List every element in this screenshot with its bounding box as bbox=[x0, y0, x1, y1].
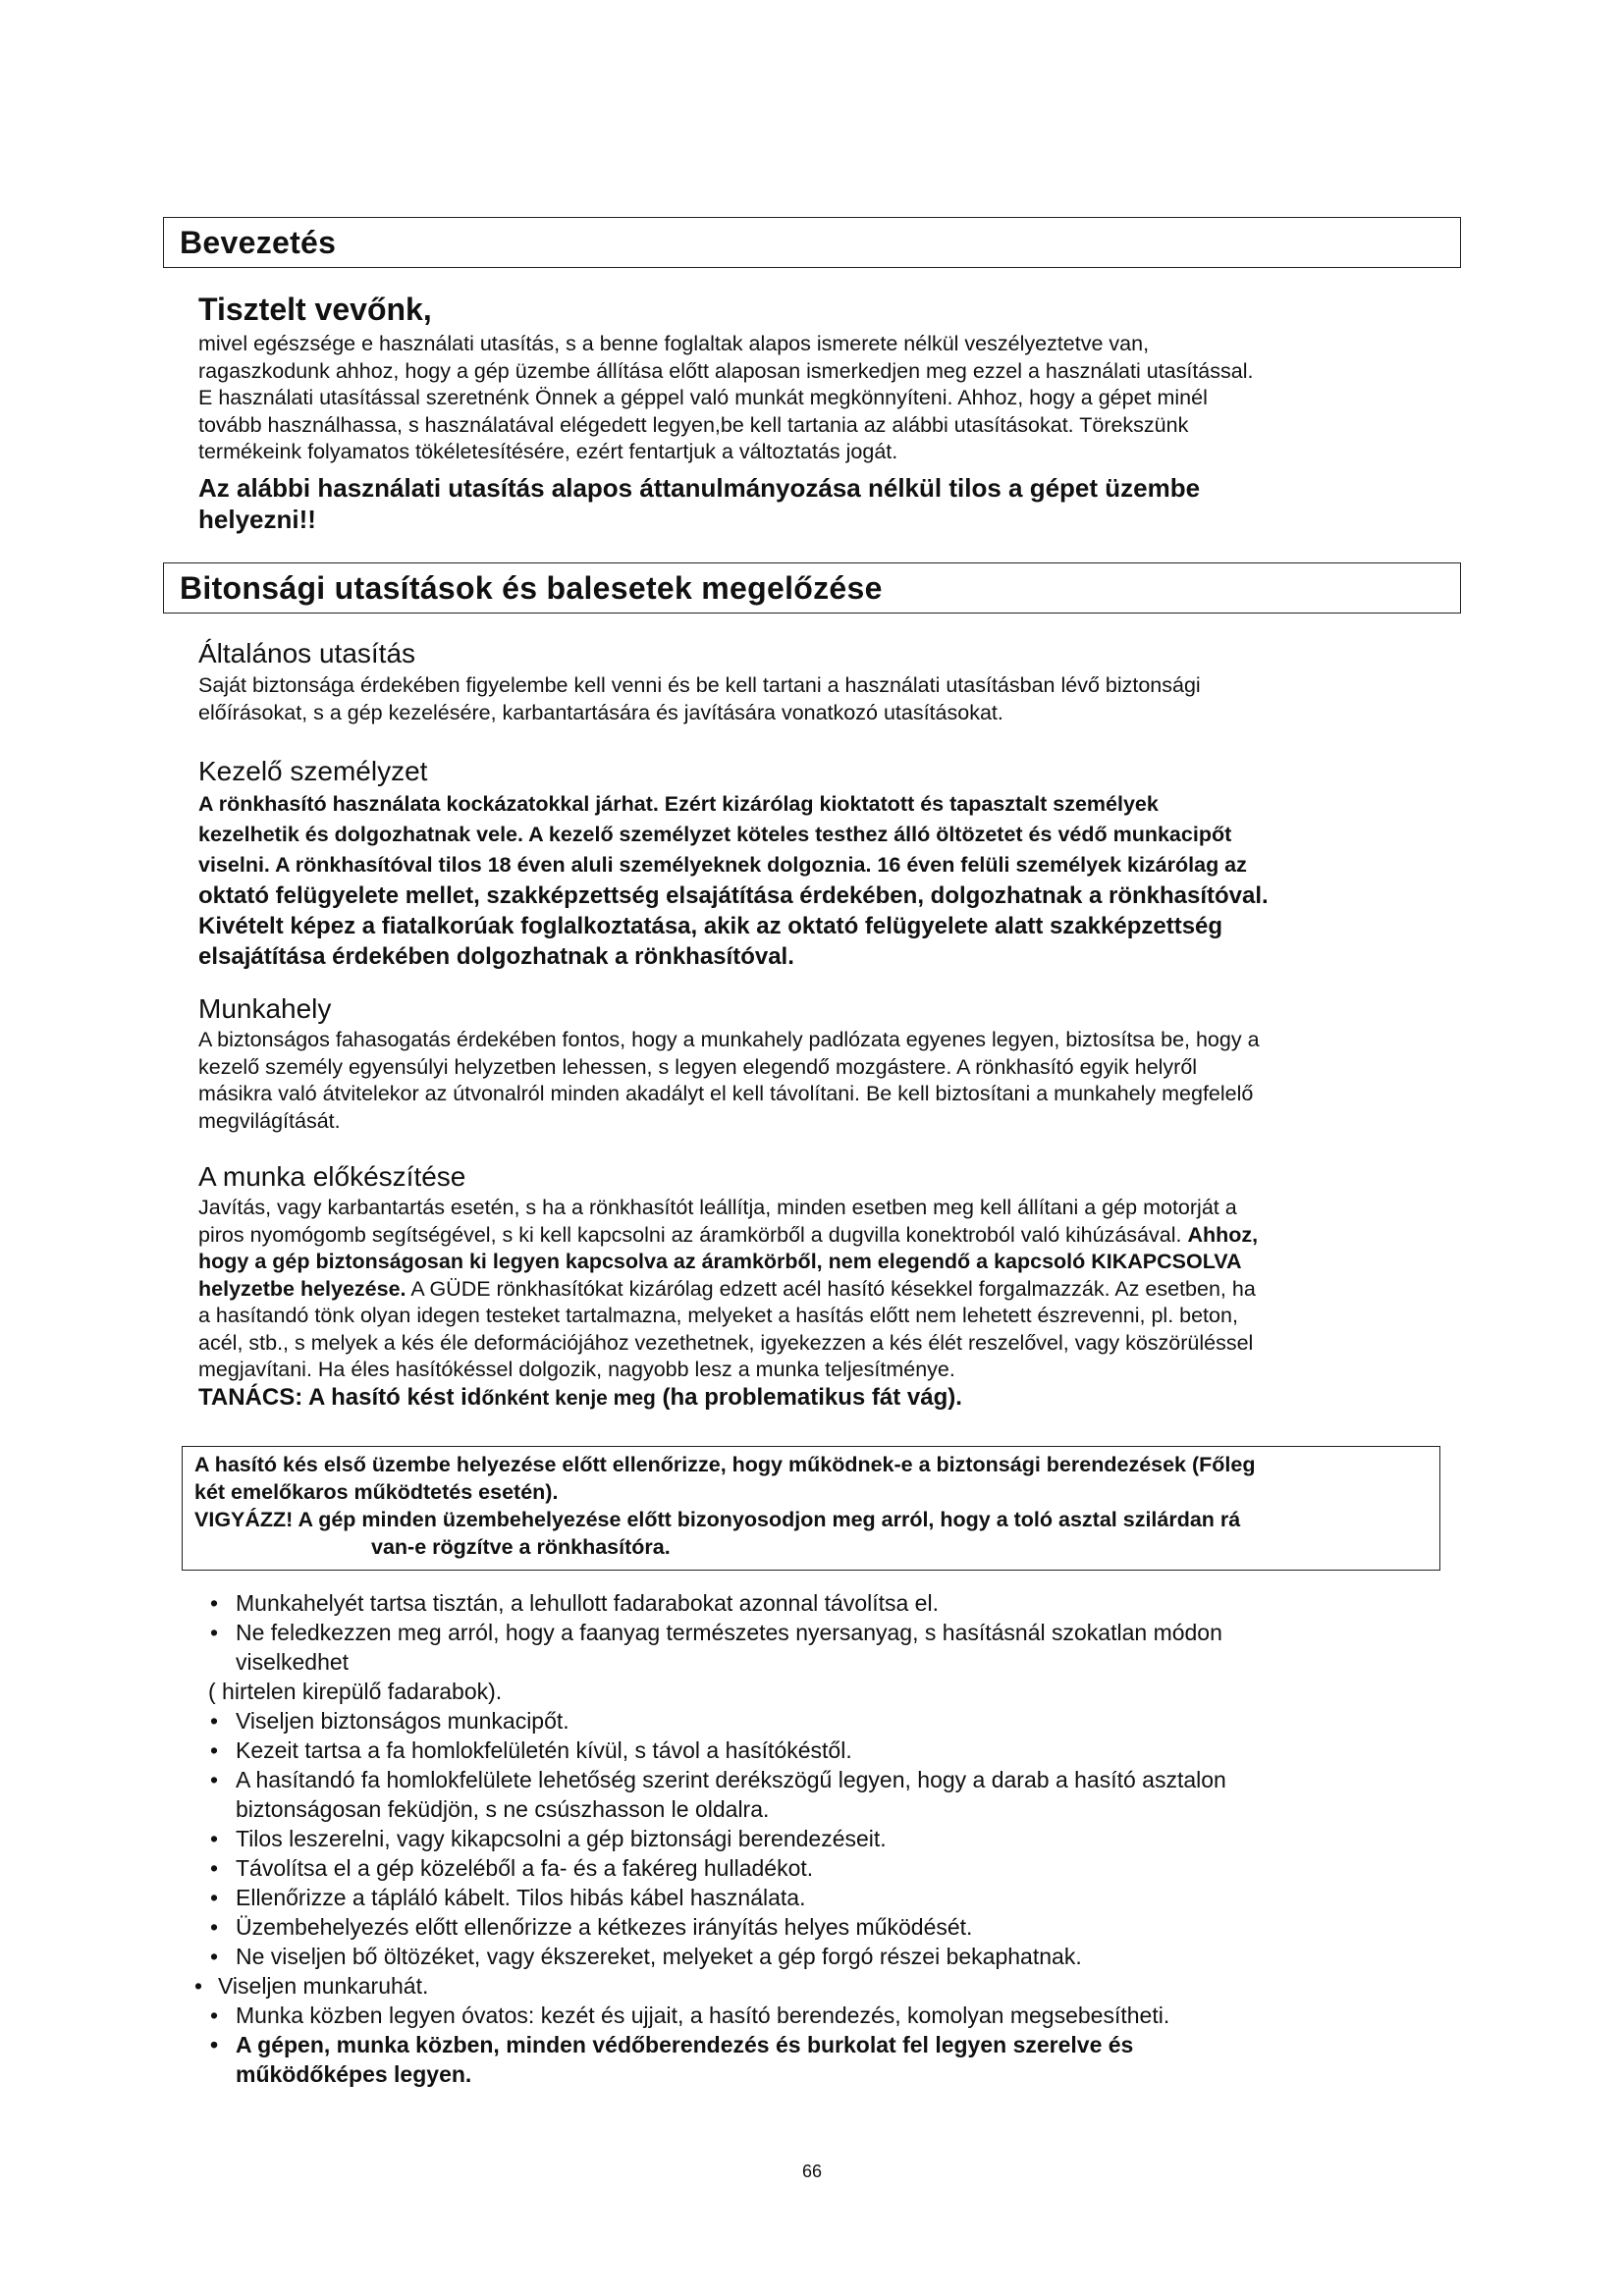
text-line: tovább használhassa, s használatával elégedett legyen,be kell tartania az alábbi utasításokat. Törekszünk bbox=[198, 412, 1189, 437]
text-line: Kivételt képez a fiatalkorúak foglalkoztatása, akik az oktató felügyelete alatt szakképzettség bbox=[198, 913, 1223, 939]
text-line: hogy a gép biztonságosan ki legyen kapcsolva az áramkörből, nem elegendő a kapcsoló KIKAPCSOLVA bbox=[198, 1250, 1242, 1273]
list-item-text: Viseljen biztonságos munkacipőt. bbox=[236, 1708, 569, 1734]
bullet-icon: • bbox=[210, 1826, 219, 1851]
list-item-text: Tilos leszerelni, vagy kikapcsolni a gép biztonsági berendezéseit. bbox=[236, 1826, 887, 1851]
general-paragraph bbox=[198, 672, 1445, 726]
section-header-safety bbox=[163, 562, 1461, 614]
text-line: a hasítandó tönk olyan idegen testeket tartalmazna, melyeket a hasítás előtt nem lehetett észrevenni, pl. beton, bbox=[198, 1304, 1238, 1327]
list-item bbox=[208, 1912, 1445, 1942]
text-span-bold: TANÁCS: A hasító kést id bbox=[198, 1383, 482, 1411]
intro-paragraph bbox=[198, 331, 1445, 466]
list-item bbox=[208, 2030, 1445, 2089]
list-item-text: Ne feledkezzen meg arról, hogy a faanyag természetes nyersanyag, s hasításnál szokatlan módon bbox=[236, 1620, 1222, 1645]
subsection-title-general: Általános utasítás bbox=[198, 638, 416, 668]
bullet-icon: • bbox=[210, 1737, 219, 1763]
section-title: Bitonsági utasítások és balesetek megelőzése bbox=[180, 569, 883, 606]
list-item-text: Üzembehelyezés előtt ellenőrizze a kétkezes irányítás helyes működését. bbox=[236, 1914, 973, 1940]
text-line: előírásokat, s a gép kezelésére, karbantartására és javítására vonatkozó utasításokat. bbox=[198, 700, 1003, 724]
list-item-text: Ellenőrizze a tápláló kábelt. Tilos hibás kábel használata. bbox=[236, 1885, 806, 1910]
list-item-text: A gépen, munka közben, minden védőberendezés és burkolat fel legyen szerelve és bbox=[236, 2032, 1134, 2057]
subsection-title-prep: A munka előkészítése bbox=[198, 1161, 466, 1192]
list-item bbox=[208, 1618, 1445, 1677]
list-item-text: Kezeit tartsa a fa homlokfelületén kívül, s távol a hasítókéstől. bbox=[236, 1737, 852, 1763]
bullet-icon: • bbox=[210, 1620, 219, 1645]
warning-box bbox=[182, 1446, 1440, 1571]
text-line: mivel egészsége e használati utasítás, s a benne foglaltak alapos ismerete nélkül veszélyeztetve van, bbox=[198, 332, 1150, 355]
list-item-text: A hasítandó fa homlokfelülete lehetőség szerint derékszögű legyen, hogy a darab a hasító asztalon bbox=[236, 1767, 1226, 1792]
text-line: acél, stb., s melyek a kés éle deformációjához vezethetnek, igyekezzen a kés élét reszelővel, vagy köszörüléssel bbox=[198, 1330, 1254, 1355]
operator-paragraph bbox=[198, 789, 1445, 972]
text-span: piros nyomógomb segítségével, s ki kell kapcsolni az áramkörből a dugvilla konektroból való kihúzásával. bbox=[198, 1222, 1188, 1247]
text-line: kezelhetik és dolgozhatnak vele. A kezelő személyzet köteles testhez álló öltözetet és védő munkacipőt bbox=[198, 823, 1232, 846]
text-span-bold: helyzetbe helyezése. bbox=[198, 1276, 406, 1301]
text-span-bold: Ahhoz, bbox=[1187, 1222, 1259, 1247]
list-item-text: biztonságosan feküdjön, s ne csúszhasson le oldalra. bbox=[236, 1796, 770, 1822]
text-span-bold: (ha problematikus fát vág). bbox=[655, 1383, 962, 1411]
prep-paragraph bbox=[198, 1195, 1445, 1412]
text-span-bold: őnként kenje meg bbox=[481, 1386, 656, 1410]
list-item-text: Munkahelyét tartsa tisztán, a lehullott fadarabokat azonnal távolítsa el. bbox=[236, 1590, 939, 1616]
bullet-icon: • bbox=[210, 1855, 219, 1881]
text-line: A rönkhasító használata kockázatokkal járhat. Ezért kizárólag kioktatott és tapasztalt személyek bbox=[198, 792, 1159, 816]
workplace-paragraph bbox=[198, 1027, 1445, 1135]
list-item-text: Ne viseljen bő öltözéket, vagy ékszereket, melyeket a gép forgó részei bekaphatnak. bbox=[236, 1944, 1082, 1969]
text-line: termékeink folyamatos tökéletesítésére, ezért fentartjuk a változtatás jogát. bbox=[198, 440, 898, 463]
list-item-text: működőképes legyen. bbox=[236, 2061, 472, 2087]
intro-warning bbox=[198, 472, 1445, 535]
warning-line: A hasító kés első üzembe helyezése előtt ellenőrizze, hogy működnek-e a biztonsági berendezések (Főleg bbox=[194, 1453, 1256, 1476]
text-line: ragaszkodunk ahhoz, hogy a gép üzembe állítása előtt alaposan ismerkedjen meg ezzel a használati utasítással. bbox=[198, 358, 1254, 383]
text-line: kezelő személy egyensúlyi helyzetben lehessen, s legyen elegendő mozgástere. A rönkhasító egyik helyről bbox=[198, 1054, 1198, 1079]
text-line: megjavítani. Ha éles hasítókéssel dolgozik, nagyobb lesz a munka teljesítménye. bbox=[198, 1358, 955, 1381]
text-line: oktató felügyelete mellet, szakképzettség elsajátítása érdekében, dolgozhatnak a rönkhasítóval. bbox=[198, 882, 1269, 909]
text-line: viselni. A rönkhasítóval tilos 18 éven aluli személyeknek dolgoznia. 16 éven felüli személyek kizárólag az bbox=[198, 853, 1247, 877]
list-item bbox=[208, 1883, 1445, 1912]
bullet-icon: • bbox=[210, 1767, 219, 1792]
text-line: E használati utasítással szeretnénk Önnek a géppel való munkát megkönnyíteni. Ahhoz, hogy a gépet minél bbox=[198, 386, 1208, 409]
list-item bbox=[208, 1942, 1445, 1971]
safety-bullet-list bbox=[194, 1588, 1445, 2089]
list-item-text: ( hirtelen kirepülő fadarabok). bbox=[208, 1679, 503, 1704]
tip-line bbox=[198, 1384, 1445, 1413]
bullet-icon: • bbox=[210, 2032, 219, 2057]
bullet-icon: • bbox=[210, 1944, 219, 1969]
text-line: elsajátítása érdekében dolgozhatnak a rönkhasítóval. bbox=[198, 943, 794, 970]
text-line bbox=[198, 1222, 1445, 1250]
text-span: A GÜDE rönkhasítókat kizárólag edzett acél hasító késekkel forgalmazzák. Az esetben, ha bbox=[406, 1276, 1256, 1301]
list-item bbox=[208, 1765, 1445, 1824]
list-item bbox=[208, 1853, 1445, 1883]
section-header-intro bbox=[163, 217, 1461, 268]
text-line: Az alábbi használati utasítás alapos áttanulmányozása nélkül tilos a gépet üzembe bbox=[198, 473, 1201, 503]
list-item bbox=[208, 1824, 1445, 1853]
subsection-title-workplace: Munkahely bbox=[198, 993, 332, 1024]
list-item-text: viselkedhet bbox=[236, 1649, 350, 1675]
text-line: Saját biztonsága érdekében figyelembe kell venni és be kell tartani a használati utasításban lévő biztonsági bbox=[198, 673, 1201, 697]
text-line: megvilágítását. bbox=[198, 1108, 341, 1133]
list-item bbox=[194, 1971, 1445, 2001]
text-line: helyezni!! bbox=[198, 505, 316, 534]
list-item bbox=[208, 1706, 1445, 1735]
list-item-text: Távolítsa el a gép közeléből a fa- és a fakéreg hulladékot. bbox=[236, 1855, 814, 1881]
subsection-title-operator: Kezelő személyzet bbox=[198, 756, 428, 786]
list-item bbox=[208, 1588, 1445, 1618]
list-item-text: Viseljen munkaruhát. bbox=[218, 1973, 429, 1999]
text-line: A biztonságos fahasogatás érdekében fontos, hogy a munkahely padlózata egyenes legyen, biztosítsa be, hogy a bbox=[198, 1028, 1260, 1051]
greeting-heading: Tisztelt vevőnk, bbox=[198, 292, 432, 327]
bullet-icon: • bbox=[194, 1973, 203, 1999]
list-item-continuation bbox=[208, 1677, 1445, 1706]
text-line bbox=[198, 1276, 1445, 1304]
bullet-icon: • bbox=[210, 1914, 219, 1940]
warning-line: van-e rögzítve a rönkhasítóra. bbox=[371, 1535, 671, 1559]
warning-line: VIGYÁZZ! A gép minden üzembehelyezése előtt bizonyosodjon meg arról, hogy a toló asztal szilárdan rá bbox=[194, 1508, 1241, 1531]
bullet-icon: • bbox=[210, 1885, 219, 1910]
bullet-icon: • bbox=[210, 2002, 219, 2028]
list-item-text: Munka közben legyen óvatos: kezét és ujjait, a hasító berendezés, komolyan megsebesítheti. bbox=[236, 2002, 1170, 2028]
page-number: 66 bbox=[801, 2162, 823, 2181]
list-item bbox=[208, 2001, 1445, 2030]
bullet-icon: • bbox=[210, 1590, 219, 1616]
warning-line: két emelőkaros működtetés esetén). bbox=[194, 1480, 559, 1504]
text-line: másikra való átvitelekor az útvonalról minden akadályt el kell távolítani. Be kell biztosítani a munkahely megfelelő bbox=[198, 1082, 1254, 1105]
bullet-icon: • bbox=[210, 1708, 219, 1734]
section-title: Bevezetés bbox=[180, 224, 337, 260]
text-line: Javítás, vagy karbantartás esetén, s ha a rönkhasítót leállítja, minden esetben meg kell állítani a gép motorját a bbox=[198, 1196, 1237, 1219]
list-item bbox=[208, 1735, 1445, 1765]
